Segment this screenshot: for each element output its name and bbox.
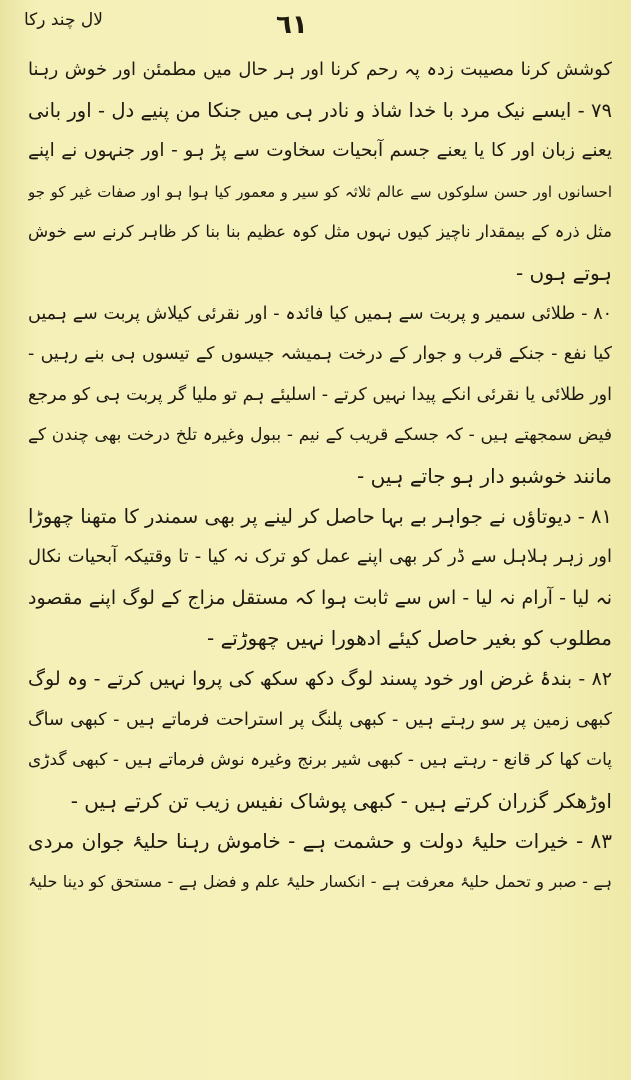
text-line: یعنے زبان اور کا یا یعنے جسم آبحیات سخاوت سے پڑ ہو - اور جنہوں نے اپنے bbox=[28, 140, 612, 162]
text-line: مطلوب کو بغیر حاصل کیئے ادھورا نہیں چھوڑتے - bbox=[207, 626, 612, 651]
page-number: ٦١ bbox=[276, 10, 308, 40]
text-line: ٨٢ - بندۂ غرض اور خود پسند لوگ دکھ سکھ کی پروا نہیں کرتے - وہ لوگ bbox=[28, 667, 612, 690]
text-line: ٧٩ - ایسے نیک مرد با خدا شاذ و نادر ہی میں جنکا من پنیے دل - اور بانی bbox=[28, 98, 612, 122]
page-header bbox=[0, 6, 631, 46]
text-line: کوشش کرنا مصیبت زدہ پہ رحم کرنا اور ہر حال میں مطمئن اور خوش رہنا bbox=[28, 59, 612, 80]
text-line: کیا نفع - جنکے قرب و جوار کے درخت ہمیشہ جیسوں کے تیسوں ہی بنے رہیں - bbox=[28, 344, 612, 365]
text-line: ہے - صبر و تحمل حلیۂ معرفت ہے - انکسار حلیۂ علم و فضل ہے - مستحق کو دینا حلیۂ bbox=[28, 871, 612, 891]
text-line: احسانوں اور حسن سلوکوں سے عالم ثلاثہ کو سیر و معمور کیا ہوا ہو اور صفات غیر کو جو bbox=[28, 182, 612, 201]
text-line: اور زہر ہلاہل سے ڈر کر بھی اپنے عمل کو ترک نہ کیا - تا وقتیکہ آبحیات نکال bbox=[28, 546, 612, 568]
text-line: اوڑھکر گزران کرتے ہیں - کبھی پوشاک نفیس زیب تن کرتے ہیں - bbox=[70, 788, 612, 813]
text-line: ٨٠ - طلائی سمیر و پربت سے ہمیں کیا فائدہ - اور نقرئی کیلاش پربت سے ہمیں bbox=[28, 303, 612, 324]
text-line: مثل ذرہ کے بیمقدار ناچیز کیوں نہوں مثل کوہ عظیم بنا بنا کر ظاہر کرنے سے خوش bbox=[28, 222, 612, 242]
text-line: فیض سمجھتے ہیں - کہ جسکے قریب کے نیم - ببول وغیرہ تلخ درخت بھی چندن کے bbox=[28, 425, 612, 446]
text-line: پات کھا کر قانع - رہتے ہیں - کبھی شیر برنج وغیرہ نوش فرماتے ہیں - کبھی گدڑی bbox=[28, 750, 612, 771]
running-head: لال چند رکا bbox=[24, 10, 103, 30]
text-line: نہ لیا - آرام نہ لیا - اس سے ثابت ہوا کہ مستقل مزاج کے لوگ اپنے مقصود bbox=[28, 586, 612, 609]
text-line: کبھی زمین پر سو رہتے ہیں - کبھی پلنگ پر استراحت فرماتے ہیں - کبھی ساگ bbox=[28, 709, 612, 730]
text-line: ٨٣ - خیرات حلیۂ دولت و حشمت ہے - خاموش رہنا حلیۂ جوان مردی bbox=[28, 829, 612, 854]
text-line: مانند خوشبو دار ہو جاتے ہیں - bbox=[357, 463, 612, 488]
text-line: اور طلائی یا نقرئی انکے پیدا نہیں کرتے - اسلیئے ہم تو ملیا گر پربت ہی کو مرجع bbox=[28, 384, 612, 405]
page-body-text bbox=[28, 50, 612, 902]
text-line: ہوتے ہوں - bbox=[515, 260, 612, 285]
text-line: ٨١ - دیوتاؤں نے جواہر بے بہا حاصل کر لینے پر بھی سمندر کا متھنا چھوڑا bbox=[28, 504, 612, 528]
